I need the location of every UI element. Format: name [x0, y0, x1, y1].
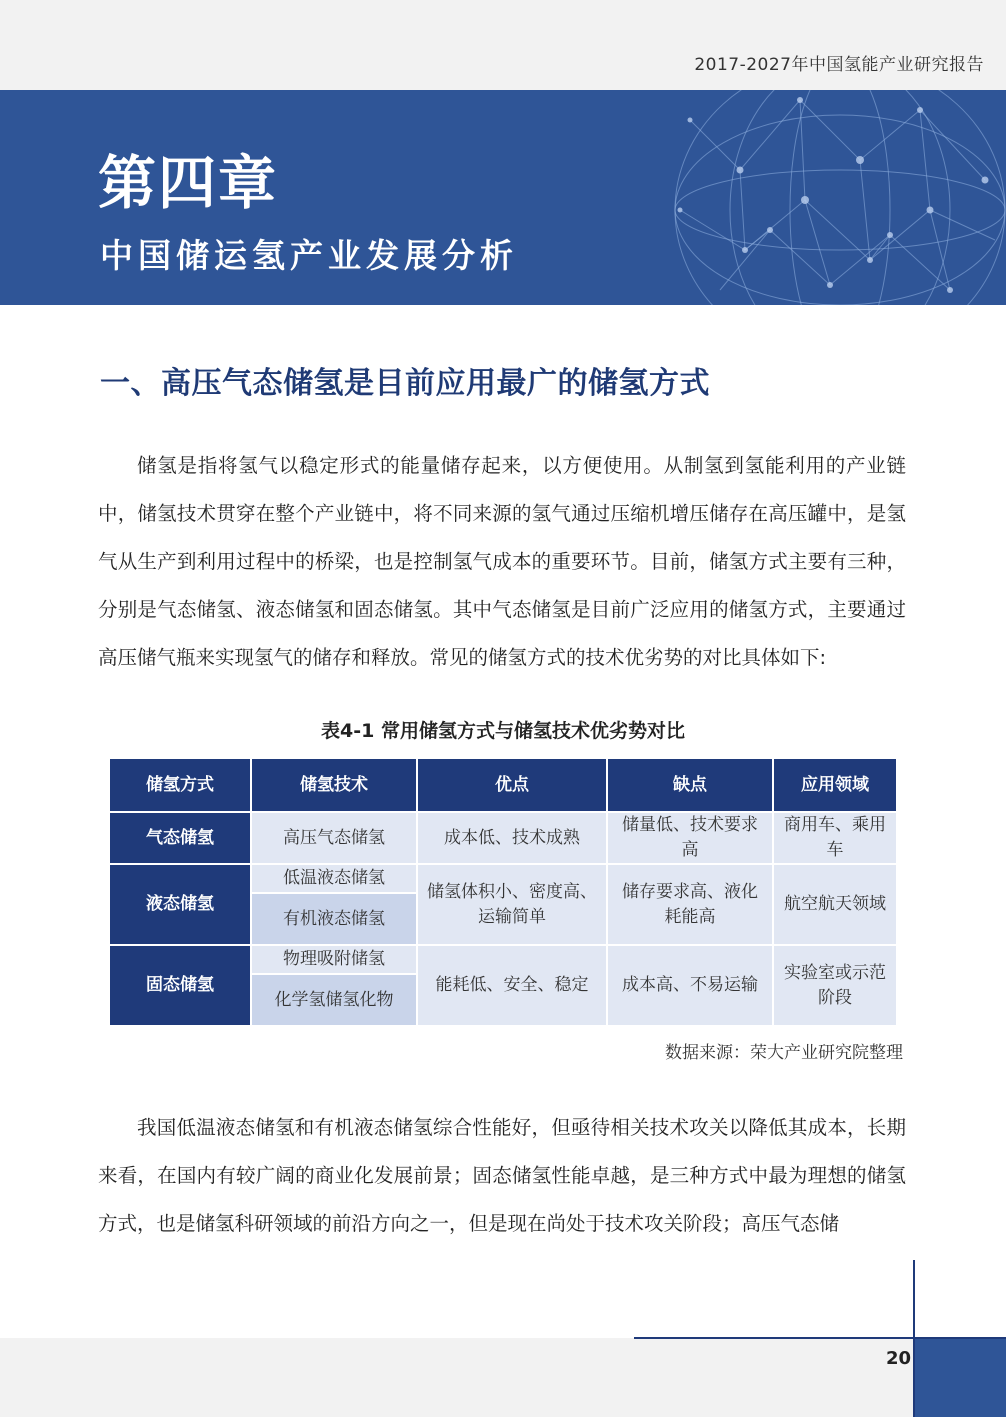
header-cell: 应用领域 [773, 758, 897, 812]
header-cell: 储氢技术 [251, 758, 417, 812]
body-paragraph-1: 储氢是指将氢气以稳定形式的能量储存起来，以方便使用。从制氢到氢能利用的产业链中，储氢技术贯穿在整个产业链中，将不同来源的氢气通过压缩机增压储存在高压罐中，是氢气从生产到利用过程中的桥梁，也是控制氢气成本的重要环节。目前，储氢方式主要有三种，分别是气态储氢、液态储氢和固态储氢。其中气态储氢是目前广泛应用的储氢方式，主要通过高压储气瓶来实现氢气的储存和释放。常见的储氢方式的技术优劣势的对比具体如下: [98, 454, 906, 669]
chapter-title: 第四章 [98, 149, 279, 217]
applications-cell: 实验室或示范阶段 [773, 945, 897, 1026]
header-cell: 优点 [417, 758, 607, 812]
table-row [109, 812, 897, 864]
disadvantages-cell: 储存要求高、液化耗能高 [607, 864, 773, 945]
disadvantages-cell: 成本高、不易运输 [607, 945, 773, 1026]
body-paragraph-2: 我国低温液态储氢和有机液态储氢综合性能好，但亟待相关技术攻关以降低其成本，长期来看，在国内有较广阔的商业化发展前景；固态储氢性能卓越，是三种方式中最为理想的储氢方式，也是储氢科研领域的前沿方向之一，但是现在尚处于技术攻关阶段；高压气态储 [98, 1116, 906, 1235]
header-strip [0, 0, 1006, 90]
tech-cell: 化学氢储氢化物 [251, 974, 417, 1026]
table-row [109, 864, 897, 893]
section-heading: 一、高压气态储氢是目前应用最广的储氢方式 [100, 366, 710, 401]
applications-cell: 商用车、乘用车 [773, 812, 897, 864]
advantages-cell: 成本低、技术成熟 [417, 812, 607, 864]
comparison-table [108, 757, 898, 1027]
tech-cell: 低温液态储氢 [251, 864, 417, 893]
method-cell: 液态储氢 [109, 864, 251, 945]
header-cell: 储氢方式 [109, 758, 251, 812]
applications-cell: 航空航天领域 [773, 864, 897, 945]
tech-cell: 物理吸附储氢 [251, 945, 417, 974]
tech-cell: 有机液态储氢 [251, 893, 417, 945]
table-row [109, 945, 897, 974]
method-cell: 气态储氢 [109, 812, 251, 864]
header-cell: 缺点 [607, 758, 773, 812]
footer-strip [0, 1338, 1006, 1417]
method-cell: 固态储氢 [109, 945, 251, 1026]
footer-corner-block [915, 1339, 1006, 1417]
advantages-cell: 能耗低、安全、稳定 [417, 945, 607, 1026]
advantages-cell: 储氢体积小、密度高、运输简单 [417, 864, 607, 945]
chapter-subtitle: 中国储运氢产业发展分析 [100, 236, 518, 275]
table-header-row [109, 758, 897, 812]
page-number: 20 [885, 1348, 911, 1369]
table-caption: 表4-1 常用储氢方式与储氢技术优劣势对比 [321, 720, 685, 742]
disadvantages-cell: 储量低、技术要求高 [607, 812, 773, 864]
data-source-note: 数据来源：荣大产业研究院整理 [665, 1043, 903, 1063]
tech-cell: 高压气态储氢 [251, 812, 417, 864]
report-title: 2017-2027年中国氢能产业研究报告 [694, 55, 984, 75]
